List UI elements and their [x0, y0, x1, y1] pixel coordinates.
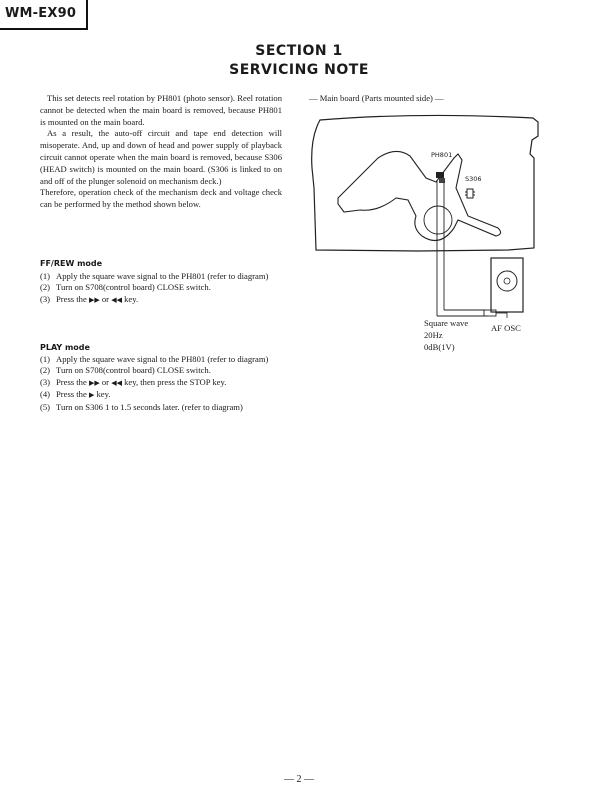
- rewind-icon: ◀◀: [111, 378, 122, 387]
- section-title: SERVICING NOTE: [229, 62, 369, 78]
- model-label-box: [0, 0, 88, 30]
- af-osc-connector: [484, 310, 496, 316]
- main-board-outline: [312, 115, 538, 251]
- ffrew-mode-heading: FF/REW mode: [40, 259, 103, 268]
- rewind-icon: ◀◀: [111, 295, 122, 304]
- main-board-diagram: [308, 108, 548, 338]
- mechanism-outline: [338, 151, 501, 240]
- s306-label: S306: [465, 175, 482, 183]
- list-item: (2) Turn on S708(control board) CLOSE switch.: [40, 282, 211, 293]
- play-mode-heading: PLAY mode: [40, 343, 90, 352]
- intro-paragraph: As a result, the auto-off circuit and tape end detection will misoperate. And, up and down of head and power supply of playback circuit cannot operate when the main board is removed, because S306 (HEAD switch) is mounted on the main board. (S306 is linked to on and off of the plunger solenoid on mechanism deck.): [40, 128, 282, 186]
- diagram-caption: — Main board (Parts mounted side) —: [309, 93, 444, 103]
- fast-forward-icon: ▶▶: [88, 295, 100, 304]
- signal-spec-frequency: 20Hz: [424, 330, 443, 340]
- af-osc-box: [491, 258, 523, 312]
- play-steps: [40, 354, 284, 413]
- fast-forward-icon: ▶▶: [88, 378, 100, 387]
- list-item: (2) Turn on S708(control board) CLOSE switch.: [40, 365, 211, 376]
- intro-text: [40, 93, 282, 211]
- af-osc-dial: [497, 271, 517, 291]
- af-osc-label: AF OSC: [491, 323, 521, 333]
- s306-switch-icon: [465, 189, 475, 198]
- intro-paragraph: Therefore, operation check of the mechanism deck and voltage check can be performed by the method shown below.: [40, 187, 282, 210]
- list-item: (3) Press the ▶▶ or ◀◀ key, then press the STOP key.: [40, 376, 227, 387]
- list-item: (1) Apply the square wave signal to the PH801 (refer to diagram): [40, 271, 269, 281]
- list-item: (3) Press the ▶▶ or ◀◀ key.: [40, 293, 139, 304]
- signal-spec-waveform: Square wave: [424, 318, 469, 328]
- signal-spec-level: 0dB(1V): [424, 342, 455, 352]
- model-name: WM-EX90: [5, 6, 77, 21]
- reel-hub: [424, 206, 452, 234]
- list-item: (4) Press the ▶ key.: [40, 389, 111, 400]
- play-icon: ▶: [88, 391, 95, 400]
- list-item: (5) Turn on S306 1 to 1.5 seconds later. (refer to diagram): [40, 401, 243, 412]
- section-number: SECTION 1: [255, 43, 343, 59]
- ffrew-steps: [40, 271, 284, 306]
- page-number: — 2 —: [284, 774, 314, 785]
- list-item: (1) Apply the square wave signal to the PH801 (refer to diagram): [40, 354, 269, 364]
- intro-paragraph: This set detects reel rotation by PH801 (photo sensor). Reel rotation cannot be detected when the main board is removed, because PH801 is mounted on the main board.: [40, 93, 282, 127]
- ph801-label: PH801: [431, 151, 453, 159]
